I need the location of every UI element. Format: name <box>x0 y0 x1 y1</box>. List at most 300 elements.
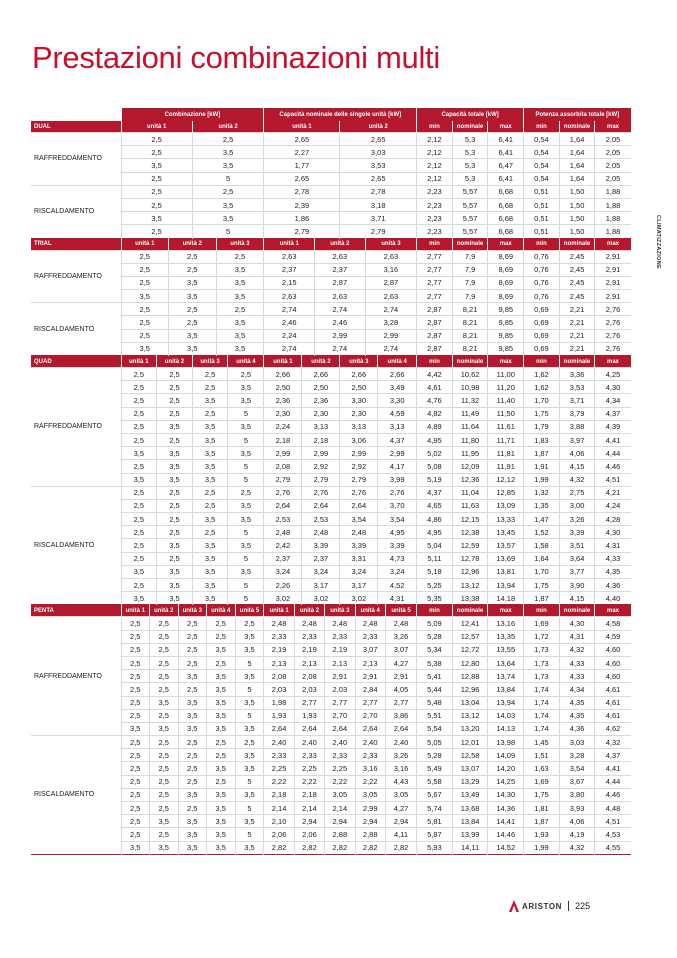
table-cell: 13,98 <box>488 736 524 749</box>
table-cell: 4,37 <box>595 407 631 420</box>
table-cell: 5 <box>228 592 264 605</box>
table-cell: 4,59 <box>595 630 631 643</box>
table-cell: 3,5 <box>235 722 264 735</box>
table-cell: 5 <box>228 579 264 592</box>
table-cell: 5,09 <box>417 617 453 630</box>
table-cell: 0,69 <box>524 316 560 329</box>
table-cell: 3,5 <box>216 276 264 289</box>
table-cell: 4,41 <box>595 433 631 446</box>
table-cell: 2,5 <box>121 316 169 329</box>
table-cell: 4,65 <box>417 499 453 512</box>
table-row <box>31 526 631 539</box>
table-cell: 4,73 <box>378 552 417 565</box>
table-cell: 2,37 <box>264 552 302 565</box>
table-cell: 5,3 <box>452 133 488 146</box>
table-cell: 11,50 <box>488 407 524 420</box>
table-cell: 5,57 <box>452 198 488 211</box>
table-cell: 2,87 <box>417 316 453 329</box>
table-cell: 2,99 <box>315 329 366 342</box>
sub-header-unit: unità 1 <box>264 121 340 133</box>
table-cell: 2,12 <box>417 159 453 172</box>
table-cell: 2,91 <box>595 290 631 303</box>
table-cell: 3,5 <box>235 788 264 801</box>
table-cell: 4,31 <box>595 539 631 552</box>
table-cell: 1,62 <box>524 368 560 381</box>
table-cell: 3,5 <box>207 709 236 722</box>
performance-table <box>31 108 631 855</box>
table-cell: 2,22 <box>264 775 294 788</box>
table-cell: 3,5 <box>157 447 193 460</box>
table-cell: 2,5 <box>192 486 228 499</box>
table-cell: 2,33 <box>325 749 355 762</box>
table-cell: 1,70 <box>524 565 560 578</box>
table-cell: 2,5 <box>216 250 264 263</box>
table-cell: 2,22 <box>294 775 324 788</box>
table-cell: 2,08 <box>264 670 294 683</box>
table-cell: 2,65 <box>264 172 340 185</box>
table-row <box>31 185 631 198</box>
table-cell: 2,78 <box>340 185 417 198</box>
table-cell: 2,87 <box>417 329 453 342</box>
table-cell: 2,5 <box>207 749 236 762</box>
table-cell: 4,27 <box>385 656 416 669</box>
table-cell: 2,5 <box>150 630 179 643</box>
table-cell: 3,5 <box>150 841 179 854</box>
table-row <box>31 749 631 762</box>
table-cell: 5,87 <box>417 828 453 841</box>
table-cell: 0,51 <box>524 185 560 198</box>
table-cell: 1,88 <box>595 198 631 211</box>
table-cell: 2,5 <box>121 775 150 788</box>
table-cell: 2,99 <box>378 447 417 460</box>
table-cell: 2,26 <box>264 579 302 592</box>
table-cell: 1,50 <box>559 198 595 211</box>
table-cell: 2,13 <box>325 656 355 669</box>
table-row <box>31 486 631 499</box>
table-row <box>31 499 631 512</box>
table-row <box>31 828 631 841</box>
table-cell: 5,67 <box>417 788 453 801</box>
table-cell: 5,41 <box>417 670 453 683</box>
table-cell: 3,5 <box>192 394 228 407</box>
table-cell: 6,68 <box>488 225 524 238</box>
table-cell: 5,34 <box>417 643 453 656</box>
table-cell: 3,5 <box>150 722 179 735</box>
sub-header-unit: unità 3 <box>340 356 378 368</box>
table-cell: 2,5 <box>121 225 192 238</box>
table-cell: 5,48 <box>417 696 453 709</box>
table-cell: 2,87 <box>315 276 366 289</box>
table-cell: 2,88 <box>355 828 385 841</box>
sub-header-unit: unità 3 <box>192 356 228 368</box>
table-cell: 2,5 <box>178 736 207 749</box>
section-header-row <box>31 605 631 617</box>
table-cell: 2,99 <box>365 329 416 342</box>
table-cell: 2,64 <box>264 722 294 735</box>
table-cell: 2,91 <box>595 250 631 263</box>
table-cell: 3,28 <box>559 749 595 762</box>
table-cell: 2,77 <box>417 250 453 263</box>
table-cell: 3,26 <box>559 513 595 526</box>
table-cell: 3,17 <box>340 579 378 592</box>
table-cell: 2,76 <box>595 316 631 329</box>
footer-separator <box>568 901 569 911</box>
table-cell: 14,30 <box>488 788 524 801</box>
table-cell: 2,77 <box>385 696 416 709</box>
table-cell: 14,18 <box>488 592 524 605</box>
table-cell: 3,24 <box>340 565 378 578</box>
table-cell: 6,47 <box>488 159 524 172</box>
section-name: QUAD <box>31 356 121 368</box>
table-cell: 4,53 <box>595 828 631 841</box>
table-cell: 1,51 <box>524 749 560 762</box>
table-cell: 9,85 <box>488 329 524 342</box>
table-cell: 2,5 <box>169 250 217 263</box>
table-cell: 14,09 <box>488 749 524 762</box>
table-cell: 2,13 <box>264 656 294 669</box>
table-cell: 2,79 <box>340 225 417 238</box>
table-cell: 2,23 <box>417 212 453 225</box>
table-cell: 4,95 <box>378 526 417 539</box>
table-cell: 11,32 <box>452 394 488 407</box>
table-cell: 2,40 <box>355 736 385 749</box>
table-cell: 3,5 <box>192 212 264 225</box>
table-cell: 4,33 <box>559 656 595 669</box>
table-cell: 3,71 <box>340 212 417 225</box>
table-cell: 4,19 <box>559 828 595 841</box>
table-cell: 3,5 <box>178 841 207 854</box>
table-cell: 3,5 <box>121 722 150 735</box>
table-cell: 3,54 <box>559 762 595 775</box>
table-row <box>31 762 631 775</box>
table-cell: 3,5 <box>192 433 228 446</box>
table-cell: 2,33 <box>264 749 294 762</box>
table-cell: 2,65 <box>340 133 417 146</box>
table-cell: 1,75 <box>524 788 560 801</box>
table-cell: 2,76 <box>378 486 417 499</box>
table-cell: 4,15 <box>559 460 595 473</box>
table-cell: 13,20 <box>452 722 488 735</box>
table-cell: 3,16 <box>385 762 416 775</box>
table-cell: 2,45 <box>559 276 595 289</box>
mode-label: RAFFREDDAMENTO <box>31 368 121 487</box>
table-cell: 3,5 <box>207 696 236 709</box>
table-cell: 2,5 <box>121 656 150 669</box>
table-cell: 2,13 <box>355 656 385 669</box>
table-cell: 2,5 <box>121 552 157 565</box>
mode-label: RISCALDAMENTO <box>31 185 121 238</box>
table-cell: 4,33 <box>595 552 631 565</box>
table-cell: 2,48 <box>302 526 340 539</box>
table-cell: 2,5 <box>178 643 207 656</box>
table-cell: 3,07 <box>355 643 385 656</box>
table-cell: 2,66 <box>264 368 302 381</box>
table-cell: 5 <box>235 828 264 841</box>
table-cell: 4,61 <box>595 696 631 709</box>
table-row <box>31 316 631 329</box>
table-cell: 3,5 <box>178 696 207 709</box>
table-row <box>31 342 631 355</box>
table-cell: 4,95 <box>417 433 453 446</box>
table-cell: 8,21 <box>452 316 488 329</box>
table-cell: 3,5 <box>235 643 264 656</box>
table-cell: 13,38 <box>452 592 488 605</box>
table-cell: 14,52 <box>488 841 524 854</box>
table-cell: 3,90 <box>559 579 595 592</box>
table-cell: 4,44 <box>595 775 631 788</box>
table-row <box>31 696 631 709</box>
table-cell: 2,05 <box>595 172 631 185</box>
side-section-label-text: CLIMATIZZAZIONE <box>655 215 661 269</box>
table-cell: 2,77 <box>417 276 453 289</box>
table-cell: 2,5 <box>178 683 207 696</box>
table-cell: 5 <box>228 473 264 486</box>
table-cell: 2,50 <box>302 381 340 394</box>
mode-label: RAFFREDDAMENTO <box>31 617 121 736</box>
table-cell: 2,5 <box>121 486 157 499</box>
table-cell: 4,34 <box>595 394 631 407</box>
table-cell: 2,64 <box>264 499 302 512</box>
table-cell: 2,5 <box>121 683 150 696</box>
table-cell: 2,5 <box>121 670 150 683</box>
table-cell: 4,62 <box>595 722 631 735</box>
table-cell: 0,76 <box>524 276 560 289</box>
table-cell: 3,80 <box>559 788 595 801</box>
sub-header-unit: unità 3 <box>178 605 207 617</box>
table-cell: 4,40 <box>595 592 631 605</box>
table-cell: 2,50 <box>264 381 302 394</box>
table-cell: 2,03 <box>294 683 324 696</box>
table-cell: 3,5 <box>192 539 228 552</box>
table-cell: 3,5 <box>192 420 228 433</box>
sub-header-unit: unità 2 <box>192 121 264 133</box>
sub-header-total: nominale <box>559 121 595 133</box>
table-cell: 2,12 <box>417 146 453 159</box>
table-cell: 2,06 <box>294 828 324 841</box>
table-cell: 3,5 <box>192 159 264 172</box>
table-cell: 2,5 <box>228 486 264 499</box>
table-cell: 2,5 <box>192 499 228 512</box>
table-cell: 2,79 <box>264 225 340 238</box>
table-cell: 3,5 <box>157 592 193 605</box>
table-cell: 2,5 <box>121 146 192 159</box>
table-cell: 2,5 <box>207 775 236 788</box>
table-cell: 3,5 <box>121 841 150 854</box>
table-cell: 4,61 <box>417 381 453 394</box>
table-cell: 3,5 <box>121 447 157 460</box>
sub-header-total: min <box>524 356 560 368</box>
table-row <box>31 329 631 342</box>
table-cell: 2,5 <box>121 303 169 316</box>
table-cell: 2,5 <box>121 263 169 276</box>
table-cell: 2,5 <box>121 815 150 828</box>
table-cell: 12,38 <box>452 526 488 539</box>
table-cell: 2,03 <box>264 683 294 696</box>
table-cell: 2,84 <box>355 683 385 696</box>
table-cell: 2,92 <box>340 460 378 473</box>
table-cell: 4,25 <box>595 368 631 381</box>
sub-header-unit: unità 2 <box>302 356 340 368</box>
table-cell: 5 <box>192 172 264 185</box>
table-cell: 4,33 <box>559 670 595 683</box>
table-cell: 5,81 <box>417 815 453 828</box>
table-cell: 3,5 <box>157 420 193 433</box>
table-cell: 2,5 <box>150 617 179 630</box>
table-cell: 2,24 <box>264 420 302 433</box>
header-capacita-nominale: Capacità nominale delle singole unità [kW] <box>264 108 417 121</box>
table-cell: 12,41 <box>452 617 488 630</box>
table-cell: 2,5 <box>121 802 150 815</box>
table-cell: 2,5 <box>121 762 150 775</box>
table-cell: 3,5 <box>150 815 179 828</box>
table-cell: 2,5 <box>150 683 179 696</box>
table-cell: 2,5 <box>150 762 179 775</box>
table-cell: 5,44 <box>417 683 453 696</box>
table-cell: 11,00 <box>488 368 524 381</box>
ariston-logo-icon <box>509 900 519 912</box>
table-cell: 3,77 <box>559 565 595 578</box>
table-cell: 2,5 <box>121 381 157 394</box>
sub-header-unit: unità 3 <box>325 605 355 617</box>
table-cell: 2,18 <box>302 433 340 446</box>
sub-header-total: max <box>488 356 524 368</box>
table-cell: 13,57 <box>488 539 524 552</box>
table-cell: 3,5 <box>192 565 228 578</box>
table-cell: 3,5 <box>235 670 264 683</box>
table-cell: 3,39 <box>340 539 378 552</box>
table-cell: 4,76 <box>417 394 453 407</box>
table-cell: 2,74 <box>264 342 315 355</box>
table-cell: 3,5 <box>150 696 179 709</box>
table-cell: 1,88 <box>595 225 631 238</box>
table-cell: 2,77 <box>417 263 453 276</box>
table-cell: 2,74 <box>264 303 315 316</box>
table-row <box>31 146 631 159</box>
section-header-row <box>31 356 631 368</box>
table-cell: 4,51 <box>595 473 631 486</box>
table-cell: 4,06 <box>559 815 595 828</box>
table-cell: 3,5 <box>216 263 264 276</box>
table-cell: 2,48 <box>385 617 416 630</box>
table-cell: 2,40 <box>385 736 416 749</box>
table-cell: 3,5 <box>216 329 264 342</box>
table-cell: 2,82 <box>385 841 416 854</box>
table-cell: 3,5 <box>207 670 236 683</box>
table-cell: 6,68 <box>488 185 524 198</box>
table-cell: 5,58 <box>417 775 453 788</box>
section-name: TRIAL <box>31 238 121 250</box>
table-cell: 2,10 <box>264 815 294 828</box>
table-cell: 3,5 <box>216 290 264 303</box>
table-cell: 0,69 <box>524 329 560 342</box>
page-footer <box>509 898 590 914</box>
table-cell: 1,79 <box>524 420 560 433</box>
sub-header-total: min <box>524 238 560 250</box>
table-cell: 1,47 <box>524 513 560 526</box>
table-row <box>31 617 631 630</box>
table-cell: 3,88 <box>559 420 595 433</box>
table-cell: 2,82 <box>355 841 385 854</box>
table-cell: 2,91 <box>355 670 385 683</box>
table-cell: 2,99 <box>355 802 385 815</box>
table-cell: 3,5 <box>228 513 264 526</box>
table-cell: 3,02 <box>264 592 302 605</box>
table-cell: 11,63 <box>452 499 488 512</box>
table-cell: 4,32 <box>595 736 631 749</box>
table-cell: 2,30 <box>302 407 340 420</box>
table-cell: 2,12 <box>417 133 453 146</box>
table-cell: 11,81 <box>488 447 524 460</box>
table-cell: 4,46 <box>595 788 631 801</box>
sub-header-total: nominale <box>559 356 595 368</box>
table-cell: 11,95 <box>452 447 488 460</box>
table-cell: 4,30 <box>595 526 631 539</box>
table-cell: 9,85 <box>488 342 524 355</box>
table-cell: 2,08 <box>294 670 324 683</box>
mode-label: RISCALDAMENTO <box>31 303 121 356</box>
table-cell: 2,5 <box>121 133 192 146</box>
table-cell: 1,74 <box>524 709 560 722</box>
table-cell: 2,5 <box>150 749 179 762</box>
table-cell: 2,77 <box>355 696 385 709</box>
table-cell: 4,43 <box>385 775 416 788</box>
table-row <box>31 643 631 656</box>
table-cell: 2,39 <box>264 198 340 211</box>
table-cell: 2,5 <box>178 630 207 643</box>
table-cell: 2,18 <box>294 788 324 801</box>
table-cell: 4,95 <box>417 526 453 539</box>
sub-header-unit: unità 5 <box>235 605 264 617</box>
table-cell: 2,5 <box>157 486 193 499</box>
sub-header-unit: unità 3 <box>216 238 264 250</box>
table-cell: 12,78 <box>452 552 488 565</box>
table-cell: 1,32 <box>524 486 560 499</box>
table-cell: 3,18 <box>340 198 417 211</box>
table-cell: 3,5 <box>157 565 193 578</box>
table-cell: 2,5 <box>150 709 179 722</box>
sub-header-unit: unità 1 <box>121 605 150 617</box>
table-cell: 2,22 <box>355 775 385 788</box>
table-row <box>31 368 631 381</box>
table-cell: 2,77 <box>325 696 355 709</box>
table-cell: 5 <box>228 407 264 420</box>
table-cell: 5,51 <box>417 709 453 722</box>
table-cell: 2,5 <box>228 368 264 381</box>
table-cell: 2,48 <box>340 526 378 539</box>
sub-header-unit: unità 1 <box>264 605 294 617</box>
table-cell: 1,50 <box>559 185 595 198</box>
table-cell: 2,24 <box>264 329 315 342</box>
table-cell: 5,57 <box>452 212 488 225</box>
table-cell: 13,49 <box>452 788 488 801</box>
table-cell: 13,35 <box>488 630 524 643</box>
table-cell: 3,79 <box>559 407 595 420</box>
sub-header-total: nominale <box>559 238 595 250</box>
table-cell: 2,48 <box>264 526 302 539</box>
table-cell: 3,5 <box>207 762 236 775</box>
table-cell: 2,65 <box>340 172 417 185</box>
table-cell: 2,76 <box>595 329 631 342</box>
table-cell: 4,15 <box>559 592 595 605</box>
table-cell: 3,5 <box>228 381 264 394</box>
table-cell: 0,51 <box>524 198 560 211</box>
table-cell: 1,99 <box>524 841 560 854</box>
sub-header-unit: unità 2 <box>315 238 366 250</box>
table-cell: 3,5 <box>207 828 236 841</box>
table-cell: 2,91 <box>325 670 355 683</box>
sub-header-total: min <box>417 605 453 617</box>
header-capacita-totale: Capacità totale [kW] <box>417 108 524 121</box>
